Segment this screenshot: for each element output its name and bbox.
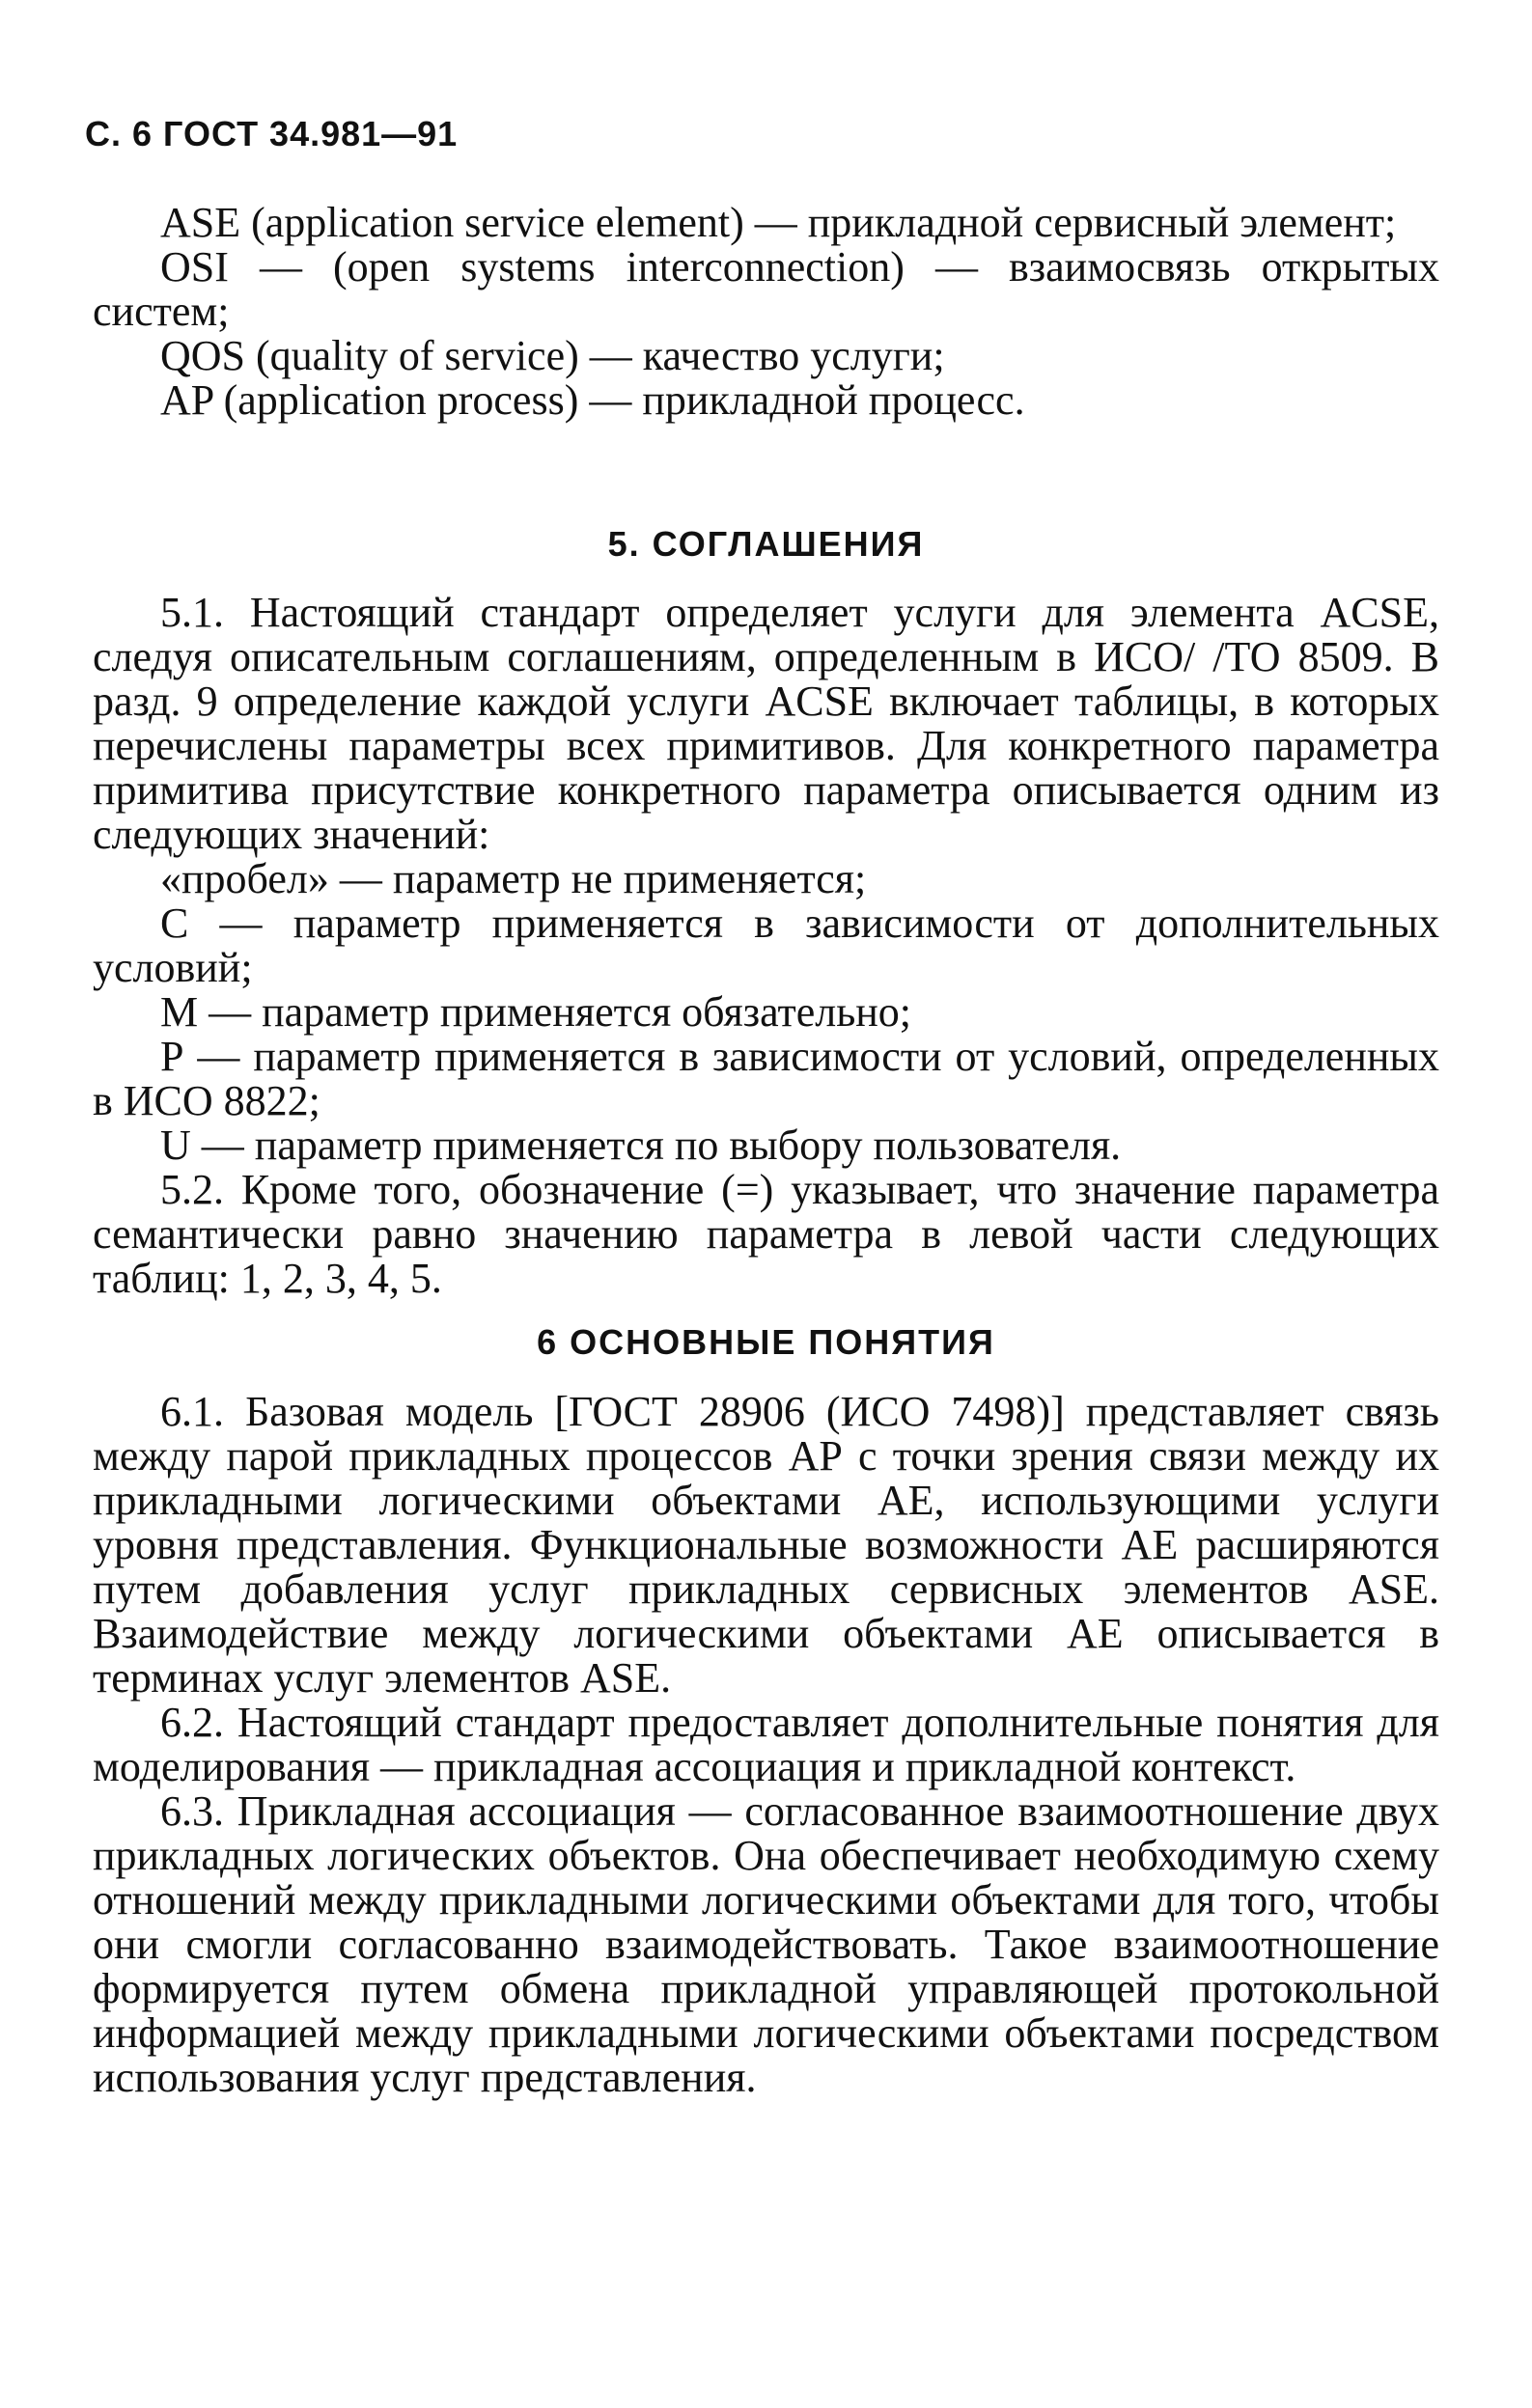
abbreviation-ase: ASE (application service element) — прикладной сервисный элемент; xyxy=(160,199,1397,246)
paragraph-6-2: 6.2. Настоящий стандарт предоставляет дополнительные понятия для моделирования — прикладная ассоциация и прикладной контекст. xyxy=(93,1699,1439,1790)
abbreviation-ap: AP (application process) — прикладной процесс. xyxy=(160,376,1025,424)
list-item-blank: «пробел» — параметр не применяется; xyxy=(160,855,867,902)
paragraph-6-1: 6.1. Базовая модель [ГОСТ 28906 (ИСО 7498)] представляет связь между парой прикладных процессов АР с точки зрения связи между их прикладными логическими объектами АЕ, использующими услуги уровня представления. Функциональные возможности АЕ расширяются путем добавления услуг прикладных сервисных элементов ASE. Взаимодействие между логическими объектами АЕ описывается в терминах услуг элементов ASE. xyxy=(93,1388,1439,1702)
list-item-p: Р — параметр применяется в зависимости от условий, определенных в ИСО 8822; xyxy=(93,1033,1439,1124)
abbreviation-qos: QOS (quality of service) — качество услуги; xyxy=(160,332,945,379)
list-item-m: М — параметр применяется обязательно; xyxy=(160,988,912,1036)
paragraph-5-2: 5.2. Кроме того, обозначение (=) указывает, что значение параметра семантически равно значению параметра в левой части следующих таблиц: 1, 2, 3, 4, 5. xyxy=(93,1166,1439,1302)
section-6-heading: 6 ОСНОВНЫЕ ПОНЯТИЯ xyxy=(537,1322,995,1362)
section-5-body xyxy=(93,591,1439,1301)
list-item-u: U — параметр применяется по выбору пользователя. xyxy=(160,1121,1122,1169)
list-item-c: С — параметр применяется в зависимости от дополнительных условий; xyxy=(93,900,1439,991)
section-6-body xyxy=(93,1390,1439,2100)
paragraph-6-3: 6.3. Прикладная ассоциация — согласованное взаимоотношение двух прикладных логических объектов. Она обеспечивает необходимую схему отношений между прикладными логическими объектами для того, чтобы они смогли согласованно взаимодействовать. Такое взаимоотношение формируется путем обмена прикладной управляющей протокольной информацией между прикладными логическими объектами посредством использования услуг представления. xyxy=(93,1787,1439,2101)
abbreviation-osi: OSI — (open systems interconnection) — взаимосвязь открытых систем; xyxy=(93,243,1439,335)
section-5-heading: 5. СОГЛАШЕНИЯ xyxy=(607,524,925,564)
paragraph-5-1: 5.1. Настоящий стандарт определяет услуги для элемента ACSE, следуя описательным соглашениям, определенным в ИСО/ /ТО 8509. В разд. 9 определение каждой услуги ACSE включает таблицы, в которых перечислены параметры всех примитивов. Для конкретного параметра примитива присутствие конкретного параметра описывается одним из следующих значений: xyxy=(93,589,1439,858)
abbreviations-list xyxy=(93,201,1439,423)
page-header: С. 6 ГОСТ 34.981—91 xyxy=(85,114,459,153)
